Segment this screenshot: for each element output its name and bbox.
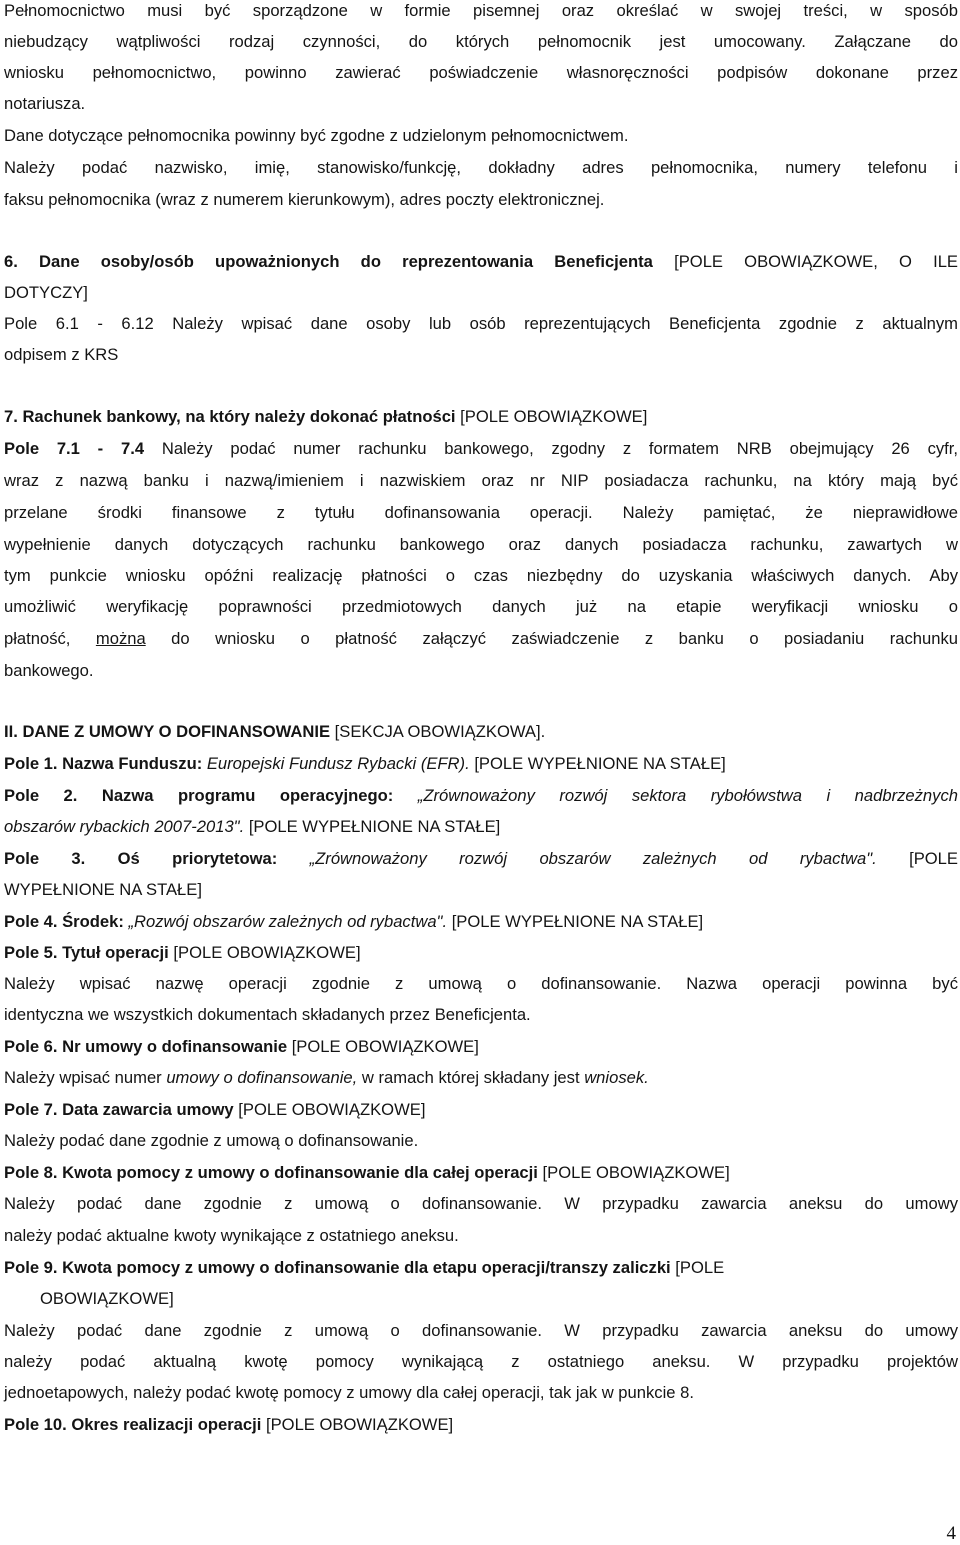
pole-2 (4, 785, 958, 807)
field-tag: [SEKCJA OBOWIĄZKOWA]. (334, 722, 546, 741)
paragraph-line: Należy podać dane zgodnie z umową o dofinansowanie. (4, 1131, 419, 1150)
paragraph-line: identyczna we wszystkich dokumentach składanych przez Beneficjenta. (4, 1005, 531, 1024)
field-value: „Zrównoważony rozwój sektora rybołówstwa i nadbrzeżnych (417, 786, 958, 805)
heading-text: II. DANE Z UMOWY O DOFINANSOWANIE (4, 722, 331, 741)
field-tag: WYPEŁNIONE NA STAŁE] (4, 880, 202, 899)
section-ii-heading (4, 721, 958, 743)
field-tag: [POLE WYPEŁNIONE NA STAŁE] (474, 754, 726, 773)
paragraph-line: Należy podać nazwisko, imię, stanowisko/funkcję, dokładny adres pełnomocnika, numery telefonu i (4, 158, 958, 177)
paragraph-line (4, 628, 958, 650)
field-label: Pole 8. Kwota pomocy z umowy o dofinansowanie dla całej operacji (4, 1163, 538, 1182)
pole-4 (4, 911, 958, 933)
text-span: wniosek. (584, 1068, 649, 1087)
field-label: Pole 9. Kwota pomocy z umowy o dofinansowanie dla etapu operacji/transzy zaliczki (4, 1258, 671, 1277)
underlined-word: można (95, 629, 146, 648)
field-tag: [POLE OBOWIĄZKOWE] (291, 1037, 479, 1056)
paragraph-line: niebudzący wątpliwości rodzaj czynności, do których pełnomocnik jest umocowany. Załączane do (4, 32, 958, 51)
paragraph-line: Pełnomocnictwo musi być sporządzone w formie pisemnej oraz określać w swojej treści, w sposób (4, 1, 958, 20)
field-tag: DOTYCZY] (4, 283, 88, 302)
field-tag: [POLE (909, 849, 958, 868)
field-tag: [POLE WYPEŁNIONE NA STAŁE] (248, 817, 501, 836)
field-tag: [POLE OBOWIĄZKOWE] (460, 407, 648, 426)
pole-7 (4, 1099, 958, 1121)
field-tag: [POLE OBOWIĄZKOWE, O ILE (674, 252, 959, 271)
field-text: Należy podać numer rachunku bankowego, zgodny z formatem NRB obejmujący 26 cyfr, (161, 439, 958, 458)
field-tag: [POLE WYPEŁNIONE NA STAŁE] (451, 912, 704, 931)
field-tag: [POLE OBOWIĄZKOWE] (542, 1163, 730, 1182)
field-value: Europejski Fundusz Rybacki (EFR). (206, 754, 470, 773)
text-span: płatność, (4, 629, 71, 648)
field-label: Pole 10. Okres realizacji operacji (4, 1415, 262, 1434)
text-span: do wniosku o płatność załączyć zaświadczenie z banku o posiadaniu rachunku (171, 629, 958, 648)
section-7-heading (4, 406, 958, 428)
paragraph-line: tym punkcie wniosku opóźni realizację płatności o czas niezbędny do uzyskania właściwych danych. Aby (4, 566, 958, 585)
field-label: Pole 4. Środek: (4, 912, 124, 931)
paragraph-line: Należy podać dane zgodnie z umową o dofinansowanie. W przypadku zawarcia aneksu do umowy (4, 1194, 958, 1213)
text-span: w ramach której składany jest (361, 1068, 580, 1087)
paragraph-line: notariusza. (4, 94, 86, 113)
text-span: Należy wpisać numer (4, 1068, 162, 1087)
field-tag: [POLE (675, 1258, 725, 1277)
pole-9 (4, 1257, 958, 1279)
field-tag: [POLE OBOWIĄZKOWE] (238, 1100, 426, 1119)
field-label: Pole 7.1 - 7.4 (4, 439, 145, 458)
text-span: umowy o dofinansowanie, (166, 1068, 358, 1087)
field-value: obszarów rybackich 2007-2013". (4, 817, 245, 836)
pole-3 (4, 848, 958, 870)
paragraph-line: bankowego. (4, 661, 94, 680)
pole-6 (4, 1036, 958, 1058)
paragraph-line: Należy podać dane zgodnie z umową o dofinansowanie. W przypadku zawarcia aneksu do umowy (4, 1321, 958, 1340)
paragraph-line (4, 1067, 958, 1089)
field-tag: OBOWIĄZKOWE] (40, 1289, 174, 1308)
pole-8 (4, 1162, 958, 1184)
paragraph-line: faksu pełnomocnika (wraz z numerem kierunkowym), adres poczty elektronicznej. (4, 190, 605, 209)
paragraph-line: odpisem z KRS (4, 345, 119, 364)
field-value: „Rozwój obszarów zależnych od rybactwa". (128, 912, 448, 931)
paragraph-line: Należy wpisać nazwę operacji zgodnie z umową o dofinansowanie. Nazwa operacji powinna być (4, 974, 958, 993)
pole-2-cont (4, 816, 958, 838)
field-tag: [POLE OBOWIĄZKOWE] (173, 943, 361, 962)
field-label: Pole 2. Nazwa programu operacyjnego: (4, 786, 394, 805)
page-number: 4 (946, 1523, 956, 1544)
paragraph-line: Dane dotyczące pełnomocnika powinny być zgodne z udzielonym pełnomocnictwem. (4, 126, 629, 145)
paragraph-line (4, 438, 958, 460)
field-tag: [POLE OBOWIĄZKOWE] (265, 1415, 454, 1434)
paragraph-line: wniosku pełnomocnictwo, powinno zawierać poświadczenie własnoręczności podpisów dokonane przez (4, 63, 958, 82)
field-label: Pole 6. Nr umowy o dofinansowanie (4, 1037, 288, 1056)
field-label: Pole 5. Tytuł operacji (4, 943, 169, 962)
paragraph-line: należy podać aktualne kwoty wynikające z ostatniego aneksu. (4, 1226, 459, 1245)
field-label: Pole 3. Oś priorytetowa: (4, 849, 278, 868)
paragraph-line: jednoetapowych, należy podać kwotę pomocy z umowy dla całej operacji, tak jak w punkcie 8. (4, 1383, 694, 1402)
paragraph-line: wraz z nazwą banku i nazwą/imieniem i nazwiskiem oraz nr NIP posiadacza rachunku, na który mają być (4, 471, 958, 490)
field-label: Pole 7. Data zawarcia umowy (4, 1100, 234, 1119)
field-label: Pole 1. Nazwa Funduszu: (4, 754, 203, 773)
field-value: „Zrównoważony rozwój obszarów zależnych od rybactwa". (309, 849, 877, 868)
pole-1 (4, 753, 958, 775)
paragraph-line: należy podać aktualną kwotę pomocy wynikającą z ostatniego aneksu. W przypadku projektów (4, 1352, 958, 1371)
section-6-heading (4, 251, 958, 273)
pole-10 (4, 1414, 958, 1436)
heading-text: 7. Rachunek bankowy, na który należy dokonać płatności (4, 407, 456, 426)
paragraph-line: wypełnienie danych dotyczących rachunku bankowego oraz danych posiadacza rachunku, zawartych w (4, 535, 958, 554)
paragraph-line: umożliwić weryfikację poprawności przedmiotowych danych już na etapie weryfikacji wniosku o (4, 597, 958, 616)
heading-text: 6. Dane osoby/osób upoważnionych do reprezentowania Beneficjenta (4, 252, 653, 271)
paragraph-line: Pole 6.1 - 6.12 Należy wpisać dane osoby lub osób reprezentujących Beneficjenta zgodnie z aktualnym (4, 314, 958, 333)
paragraph-line: przelane środki finansowe z tytułu dofinansowania operacji. Należy pamiętać, że nieprawidłowe (4, 503, 958, 522)
pole-5 (4, 942, 958, 964)
